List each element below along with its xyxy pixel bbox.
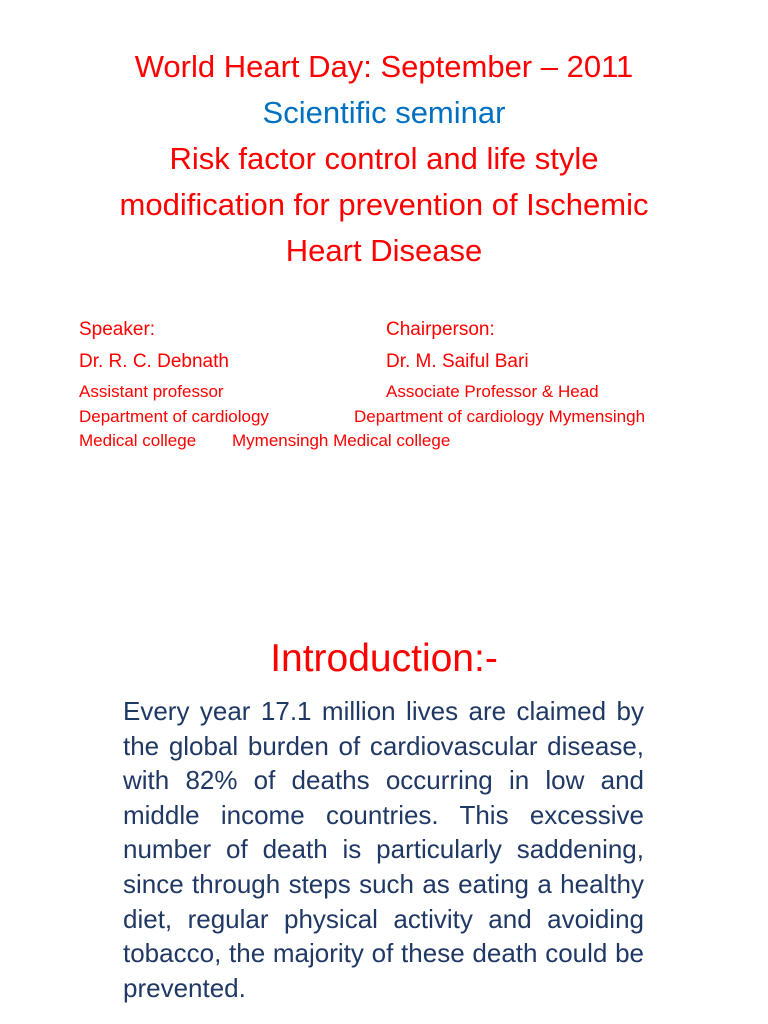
chairperson-title: Associate Professor & Head bbox=[386, 382, 599, 401]
seminar-subtitle: Scientific seminar bbox=[262, 95, 506, 130]
introduction-slide bbox=[0, 560, 768, 1024]
chairperson-heading: Chairperson: bbox=[386, 319, 495, 340]
event-title: World Heart Day: September – 2011 bbox=[134, 49, 634, 84]
speaker-name: Dr. R. C. Debnath bbox=[79, 351, 229, 372]
topic-line-1: Risk factor control and life style bbox=[169, 141, 599, 176]
chairperson-name: Dr. M. Saiful Bari bbox=[386, 351, 529, 372]
topic-line-2: modification for prevention of Ischemic bbox=[119, 187, 649, 222]
seminar-title bbox=[0, 44, 768, 274]
introduction-heading: Introduction:- bbox=[270, 637, 498, 680]
topic-line-3: Heart Disease bbox=[285, 233, 483, 268]
speaker-heading: Speaker: bbox=[79, 319, 156, 340]
speaker-title: Assistant professor bbox=[79, 382, 224, 401]
chairperson-department: Department of cardiology Mymensingh bbox=[354, 407, 646, 426]
introduction-body: Every year 17.1 million lives are claimed by the global burden of cardiovascular disease, with 82% of deaths occurring in low and middle income countries. This excessive number of death is particularly saddening, since through steps such as eating a healthy diet, regular physical activity and avoiding tobacco, the majority of these death could be prevented. bbox=[123, 696, 644, 1003]
speaker-college: Medical college bbox=[79, 431, 197, 450]
speaker-department: Department of cardiology bbox=[79, 407, 269, 426]
chairperson-college: Mymensingh Medical college bbox=[232, 431, 451, 450]
